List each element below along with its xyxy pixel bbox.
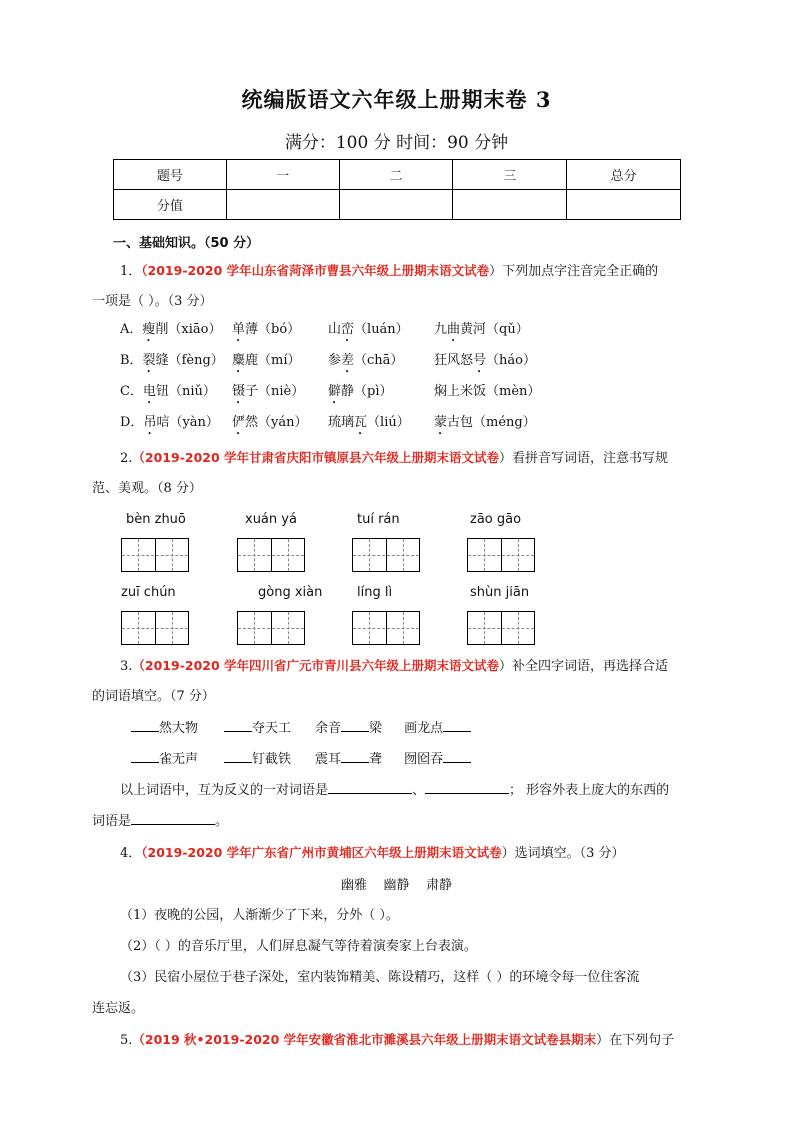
option-d: D．吊唁（yàn） 俨然（yán） 琉璃瓦（liú） 蒙古包（méng） xyxy=(120,415,536,430)
question-1 xyxy=(120,261,658,282)
question-text: 连忘返。 xyxy=(92,1001,145,1016)
question-text: ）补全四字词语，再选择合适 xyxy=(499,659,669,674)
word-choices: 幽雅 幽静 肃静 xyxy=(340,878,453,893)
table-row xyxy=(114,190,681,220)
question-text: （1）夜晚的公园，人渐渐少了下来，分外（ ）。 xyxy=(120,908,399,923)
question-number: 2. xyxy=(120,451,133,466)
question-text: ）在下列句子 xyxy=(596,1033,675,1048)
question-source: （2019-2020 学年广东省广州市黄埔区六年级上册期末语文试卷 xyxy=(141,845,502,860)
writing-grid[interactable] xyxy=(352,611,420,645)
fill-blank[interactable] xyxy=(443,762,471,763)
idiom-row: 雀无声 钉截铁 震耳 聋 囫囵吞 xyxy=(131,750,471,770)
question-source: （2019 秋•2019-2020 学年安徽省淮北市濉溪县六年级上册期末语文试卷县期末 xyxy=(132,1032,597,1047)
fill-blank[interactable] xyxy=(131,731,159,732)
score-field[interactable] xyxy=(339,190,453,220)
question-source: （2019-2020 学年四川省广元市青川县六年级上册期末语文试卷 xyxy=(132,658,500,673)
option-b: B．裂缝（fèng） 麋鹿（mí） 参差（chā） 狂风怒号（háo） xyxy=(120,353,536,368)
table-cell: 二 xyxy=(339,160,453,190)
pinyin-label: gòng xiàn xyxy=(258,585,323,600)
question-number: 1． xyxy=(120,264,142,279)
idiom-row: 然大物 夺天工 余音 梁 画龙点 xyxy=(131,719,471,739)
question-source: （2019-2020 学年甘肃省庆阳市镇原县六年级上册期末语文试卷 xyxy=(132,450,500,465)
writing-grid[interactable] xyxy=(467,611,535,645)
writing-grid[interactable] xyxy=(121,611,189,645)
fill-blank[interactable] xyxy=(224,762,252,763)
pinyin-label: zāo gāo xyxy=(470,512,522,527)
question-number: 4． xyxy=(120,846,142,861)
question-text: ）下列加点字注音完全正确的 xyxy=(489,264,659,279)
page-title: 统编版语文六年级上册期末卷 3 xyxy=(241,87,552,112)
table-cell: 总分 xyxy=(567,160,681,190)
question-number: 3. xyxy=(120,659,133,674)
question-text: 的词语填空。（7 分） xyxy=(92,689,215,704)
fill-blank[interactable] xyxy=(341,762,369,763)
pinyin-label: líng lì xyxy=(357,585,393,600)
fill-blank[interactable] xyxy=(224,731,252,732)
table-cell: 三 xyxy=(453,160,567,190)
question-text: 词语是 。 xyxy=(92,814,229,829)
question-text: ）看拼音写词语，注意书写规 xyxy=(499,451,669,466)
writing-grid[interactable] xyxy=(237,611,305,645)
fill-blank[interactable] xyxy=(328,793,412,794)
pinyin-label: xuán yá xyxy=(245,512,297,527)
question-text: 以上词语中，互为反义的一对词语是 、 ； 形容外表上庞大的东西的 xyxy=(120,783,670,798)
score-table xyxy=(113,159,681,220)
pinyin-label: shùn jiān xyxy=(470,585,530,600)
fill-blank[interactable] xyxy=(131,762,159,763)
question-number: 5. xyxy=(120,1033,133,1048)
score-field[interactable] xyxy=(567,190,681,220)
table-cell: 分值 xyxy=(114,190,227,220)
option-c: C．电钮（niǔ） 镊子（niè） 僻静（pì） 焖上米饭（mèn） xyxy=(120,384,541,399)
writing-grid[interactable] xyxy=(121,538,189,572)
writing-grid[interactable] xyxy=(352,538,420,572)
fill-blank[interactable] xyxy=(425,793,509,794)
fill-blank[interactable] xyxy=(131,824,215,825)
question-text: （2）（ ）的音乐厅里，人们屏息凝气等待着演奏家上台表演。 xyxy=(120,939,477,954)
question-text: 范、美观。（8 分） xyxy=(92,481,202,496)
question-text: ）选词填空。（3 分） xyxy=(501,846,625,861)
score-field[interactable] xyxy=(226,190,339,220)
question-text: （3）民宿小屋位于巷子深处，室内装饰精美、陈设精巧，这样（ ）的环境令每一位住客流 xyxy=(120,970,640,985)
table-cell: 题号 xyxy=(114,160,227,190)
pinyin-label: zuī chún xyxy=(121,585,176,600)
question-2 xyxy=(120,448,668,469)
pinyin-label: tuí rán xyxy=(357,512,400,527)
question-source: （2019-2020 学年山东省菏泽市曹县六年级上册期末语文试卷 xyxy=(141,263,490,278)
score-field[interactable] xyxy=(453,190,567,220)
question-4 xyxy=(120,843,625,864)
fill-blank[interactable] xyxy=(341,731,369,732)
question-3 xyxy=(120,656,668,677)
section-heading: 一、基础知识。（50 分） xyxy=(113,236,260,251)
writing-grid[interactable] xyxy=(467,538,535,572)
table-row xyxy=(114,160,681,190)
option-a: A．瘦削（xiāo） 单薄（bó） 山峦（luán） 九曲黄河（qǔ） xyxy=(120,322,529,337)
fill-blank[interactable] xyxy=(443,731,471,732)
exam-info: 满分：100 分 时间：90 分钟 xyxy=(284,133,509,153)
table-cell: 一 xyxy=(226,160,339,190)
question-5 xyxy=(120,1030,674,1051)
question-text: 一项是（ ）。（3 分） xyxy=(92,294,213,309)
writing-grid[interactable] xyxy=(237,538,305,572)
pinyin-label: bèn zhuō xyxy=(126,512,186,527)
